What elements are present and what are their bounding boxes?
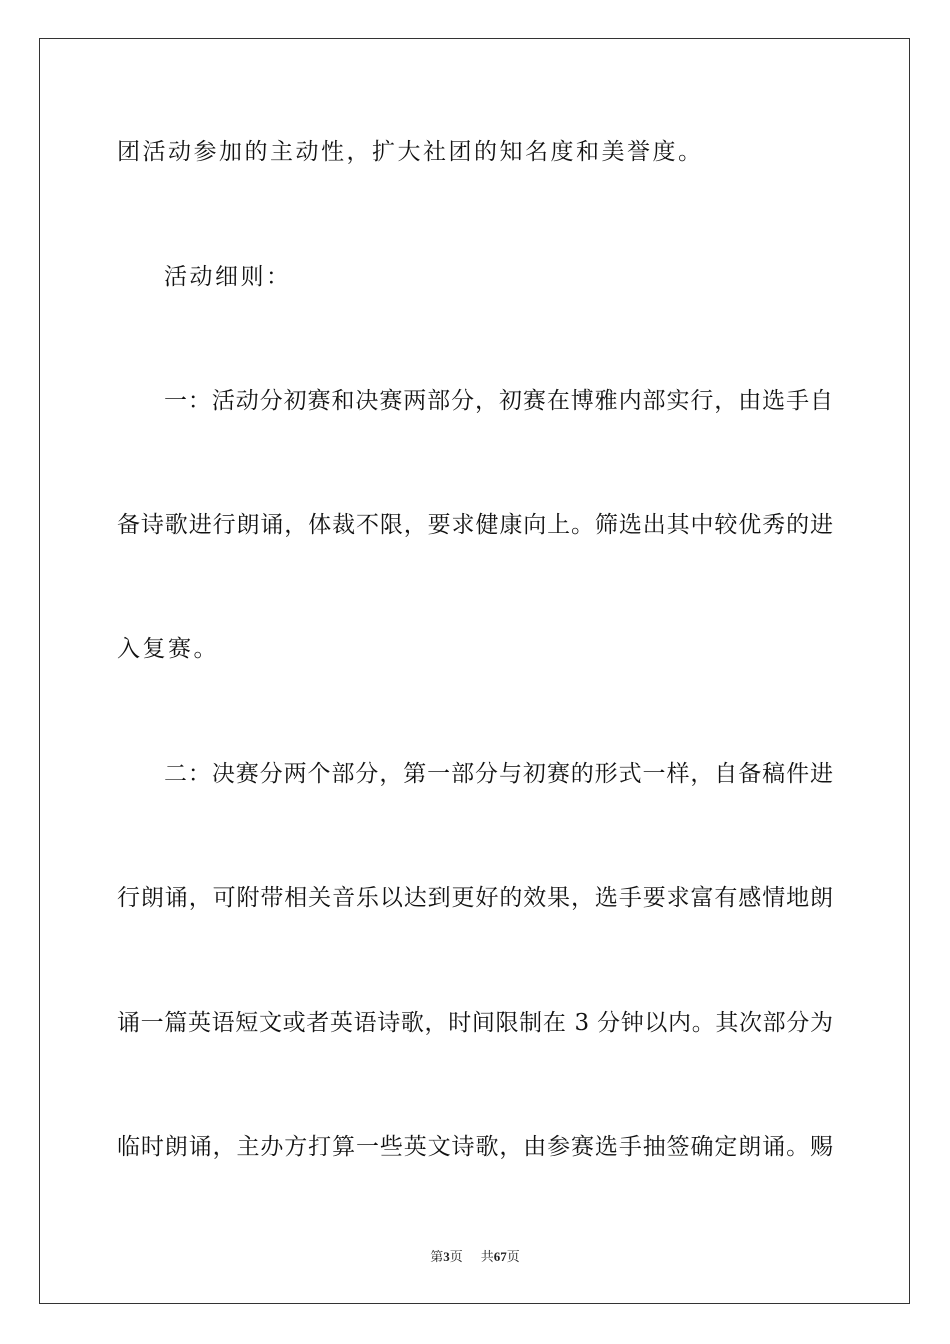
paragraph-line-5: 入复赛。 (117, 636, 219, 662)
page-number-current: 3 (443, 1249, 450, 1264)
page-border (39, 38, 910, 1304)
paragraph-line-8: 诵一篇英语短文或者英语诗歌，时间限制在 3 分钟以内。其次部分为 (117, 1010, 833, 1036)
page-total-suffix: 页 (506, 1250, 520, 1265)
page-footer (0, 1248, 950, 1267)
section-heading-activity-rules: 活动细则： (164, 264, 292, 290)
paragraph-line-6: 二：决赛分两个部分，第一部分与初赛的形式一样，自备稿件进 (164, 761, 833, 787)
page-number-suffix: 页 (449, 1250, 463, 1265)
paragraph-line-1: 团活动参加的主动性，扩大社团的知名度和美誉度。 (117, 139, 704, 165)
page-number-prefix: 第 (430, 1250, 444, 1265)
paragraph-line-4: 备诗歌进行朗诵，体裁不限，要求健康向上。筛选出其中较优秀的进 (117, 512, 833, 538)
paragraph-line-7: 行朗诵，可附带相关音乐以达到更好的效果，选手要求富有感情地朗 (117, 885, 833, 911)
page-total-prefix: 共 (480, 1250, 494, 1265)
paragraph-line-3: 一：活动分初赛和决赛两部分，初赛在博雅内部实行，由选手自 (164, 388, 833, 414)
page-total-count: 67 (493, 1249, 507, 1264)
paragraph-line-9: 临时朗诵，主办方打算一些英文诗歌，由参赛选手抽签确定朗诵。赐 (117, 1134, 833, 1160)
